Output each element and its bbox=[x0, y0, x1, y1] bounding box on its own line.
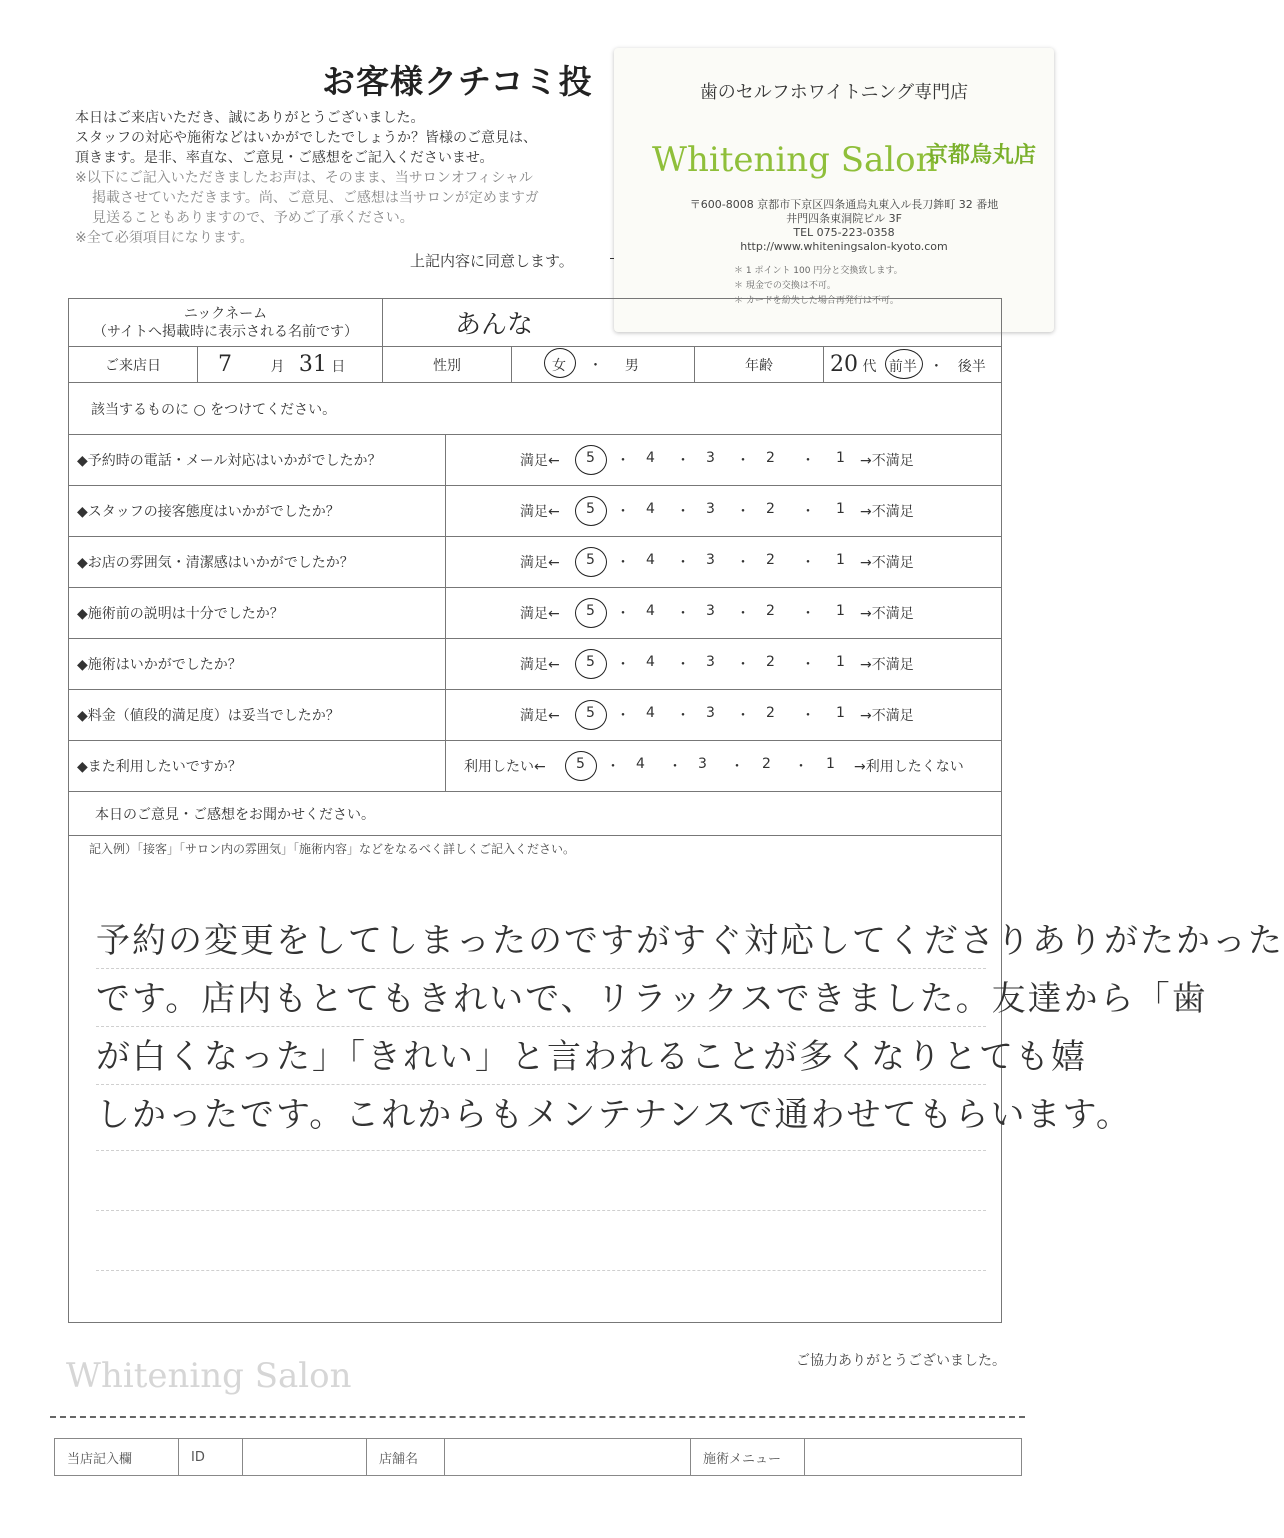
scale-separator: ・ bbox=[668, 759, 682, 775]
rating-option-3[interactable]: 3 bbox=[706, 654, 715, 670]
ruled-line bbox=[96, 1084, 986, 1085]
rating-scale[interactable] bbox=[446, 537, 1002, 588]
scale-separator: ・ bbox=[606, 759, 620, 775]
rating-option-5[interactable]: 5 bbox=[586, 552, 595, 568]
age-value: 20 bbox=[830, 352, 858, 377]
card-url: http://www.whiteningsalon-kyoto.com bbox=[740, 240, 948, 253]
question-row bbox=[69, 588, 1002, 639]
rating-option-3[interactable]: 3 bbox=[706, 705, 715, 721]
scale-separator: ・ bbox=[616, 606, 630, 622]
selected-circle bbox=[575, 649, 607, 679]
selected-circle bbox=[575, 700, 607, 730]
ruled-line bbox=[96, 968, 986, 969]
scale-separator: ・ bbox=[736, 504, 750, 520]
ruled-line bbox=[96, 1150, 986, 1151]
card-address-2: 井門四条東洞院ビル 3F bbox=[786, 212, 902, 225]
question-label: ◆予約時の電話・メール対応はいかがでしたか？ bbox=[69, 435, 446, 486]
instruction: 該当するものに ○ をつけてください。 bbox=[69, 383, 1002, 435]
rating-option-3[interactable]: 3 bbox=[706, 552, 715, 568]
rating-scale[interactable] bbox=[446, 486, 1002, 537]
question-label: ◆お店の雰囲気・清潔感はいかがでしたか？ bbox=[69, 537, 446, 588]
scale-right-label: →不満足 bbox=[860, 657, 914, 673]
rating-option-4[interactable]: 4 bbox=[636, 756, 645, 772]
question-label: ◆また利用したいですか？ bbox=[69, 741, 446, 792]
age-label: 年齢 bbox=[695, 347, 824, 383]
note-line-2: 掲載させていただきます。尚、ご意見、ご感想は当サロンが定めますガ bbox=[92, 190, 539, 206]
rating-option-2[interactable]: 2 bbox=[766, 450, 775, 466]
comment-header: 本日のご意見・ご感想をお聞かせください。 bbox=[69, 792, 1002, 836]
id-label: ID bbox=[179, 1439, 243, 1476]
nickname-sublabel: （サイトへ掲載時に表示される名前です） bbox=[92, 323, 359, 340]
nickname-label: ニックネーム bbox=[183, 305, 268, 322]
rating-option-4[interactable]: 4 bbox=[646, 603, 655, 619]
staff-label: 当店記入欄 bbox=[55, 1439, 179, 1476]
form-title: お客様クチコミ投 bbox=[322, 62, 593, 101]
menu-field[interactable] bbox=[805, 1439, 1022, 1476]
intro-line-1: 本日はご来店いただき、誠にありがとうございました。 bbox=[75, 110, 425, 126]
visit-date-field[interactable] bbox=[198, 347, 383, 383]
rating-scale[interactable] bbox=[446, 639, 1002, 690]
nickname-label-cell bbox=[69, 299, 383, 347]
scale-separator: ・ bbox=[736, 555, 750, 571]
comment-example: 記入例）「接客」「サロン内の雰囲気」「施術内容」などをなるべく詳しくご記入ください。 bbox=[89, 842, 576, 856]
selected-circle bbox=[575, 547, 607, 577]
scale-left-label: 満足← bbox=[520, 606, 560, 622]
gender-label: 性別 bbox=[383, 347, 512, 383]
note-line-3: 見送ることもありますので、予めご了承ください。 bbox=[92, 210, 414, 226]
staff-table bbox=[54, 1438, 1022, 1476]
comment-line-1: 予約の変更をしてしまったのですがすぐ対応してくださりありがたかった bbox=[96, 921, 1284, 961]
question-label: ◆料金（値段的満足度）は妥当でしたか？ bbox=[69, 690, 446, 741]
gender-male[interactable]: 男 bbox=[624, 357, 639, 374]
rating-option-5[interactable]: 5 bbox=[586, 501, 595, 517]
scale-left-label: 利用したい← bbox=[464, 759, 546, 775]
gender-field[interactable] bbox=[512, 347, 695, 383]
point-card bbox=[614, 48, 1054, 332]
scale-right-label: →不満足 bbox=[860, 606, 914, 622]
comment-line-3: が白くなった」「きれい」と言われることが多くなりとても嬉 bbox=[96, 1037, 1087, 1077]
cut-line bbox=[50, 1416, 1025, 1418]
menu-label: 施術メニュー bbox=[691, 1439, 805, 1476]
scale-separator: ・ bbox=[616, 504, 630, 520]
rating-option-1[interactable]: 1 bbox=[836, 450, 845, 466]
scale-separator: ・ bbox=[676, 606, 690, 622]
ruled-line bbox=[96, 1270, 986, 1271]
gender-female-label: 女 bbox=[552, 357, 566, 374]
scale-left-label: 満足← bbox=[520, 504, 560, 520]
rating-scale[interactable] bbox=[446, 690, 1002, 741]
scale-separator: ・ bbox=[736, 453, 750, 469]
scale-separator: ・ bbox=[801, 708, 815, 724]
rating-option-2[interactable]: 2 bbox=[766, 552, 775, 568]
rating-option-3[interactable]: 3 bbox=[706, 501, 715, 517]
scale-right-label: →不満足 bbox=[860, 453, 914, 469]
scale-separator: ・ bbox=[801, 555, 815, 571]
scale-left-label: 満足← bbox=[520, 657, 560, 673]
question-row bbox=[69, 435, 1002, 486]
question-row bbox=[69, 690, 1002, 741]
scale-separator: ・ bbox=[801, 453, 815, 469]
selected-circle bbox=[885, 349, 923, 379]
question-row bbox=[69, 741, 1002, 792]
scale-right-label: →利用したくない bbox=[854, 759, 964, 775]
age-early-label: 前半 bbox=[888, 359, 917, 375]
selected-circle bbox=[544, 348, 576, 378]
store-label: 店舗名 bbox=[367, 1439, 445, 1476]
age-late[interactable]: 後半 bbox=[957, 359, 986, 375]
scale-separator: ・ bbox=[801, 657, 815, 673]
scale-separator: ・ bbox=[736, 606, 750, 622]
age-separator: ・ bbox=[929, 359, 944, 375]
rating-option-4[interactable]: 4 bbox=[646, 450, 655, 466]
rating-option-5[interactable]: 5 bbox=[586, 654, 595, 670]
note-line-1: ※以下にご記入いただきましたお声は、そのまま、当サロンオフィシャル bbox=[75, 170, 533, 186]
card-note-1: ＊ 1 ポイント 100 円分と交換致します。 bbox=[734, 266, 903, 276]
card-logo: Whitening Salon bbox=[652, 140, 938, 180]
visit-label: ご来店日 bbox=[69, 347, 198, 383]
question-label: ◆施術はいかがでしたか？ bbox=[69, 639, 446, 690]
age-unit: 代 bbox=[862, 359, 877, 375]
card-address-1: 〒600-8008 京都市下京区四条通烏丸東入ル長刀鉾町 32 番地 bbox=[689, 198, 999, 211]
day-unit: 日 bbox=[331, 359, 346, 375]
scale-separator: ・ bbox=[736, 708, 750, 724]
scale-separator: ・ bbox=[616, 708, 630, 724]
rating-option-2[interactable]: 2 bbox=[766, 705, 775, 721]
scale-left-label: 満足← bbox=[520, 453, 560, 469]
question-row bbox=[69, 537, 1002, 588]
card-tagline: 歯のセルフホワイトニング専門店 bbox=[699, 82, 969, 103]
rating-option-5[interactable]: 5 bbox=[576, 756, 585, 772]
scale-right-label: →不満足 bbox=[860, 708, 914, 724]
question-row bbox=[69, 486, 1002, 537]
rating-option-5[interactable]: 5 bbox=[586, 450, 595, 466]
card-phone: TEL 075-223-0358 bbox=[793, 226, 895, 239]
scale-separator: ・ bbox=[676, 708, 690, 724]
rating-scale[interactable] bbox=[446, 741, 1002, 792]
rating-option-2[interactable]: 2 bbox=[762, 756, 771, 772]
agree-text: 上記内容に同意します。 bbox=[410, 252, 574, 270]
ruled-line bbox=[96, 1026, 986, 1027]
rating-option-2[interactable]: 2 bbox=[766, 654, 775, 670]
age-field[interactable] bbox=[824, 347, 1002, 383]
rating-scale[interactable] bbox=[446, 588, 1002, 639]
comment-line-2: です。店内もとてもきれいで、リラックスできました。友達から「歯 bbox=[96, 979, 1208, 1019]
intro-line-3: 頂きます。是非、率直な、ご意見・ご感想をご記入くださいませ。 bbox=[75, 150, 494, 166]
scale-separator: ・ bbox=[801, 606, 815, 622]
scale-separator: ・ bbox=[676, 504, 690, 520]
visit-month: 7 bbox=[218, 352, 232, 377]
rating-option-5[interactable]: 5 bbox=[586, 603, 595, 619]
note-line-4: ※全て必須項目になります。 bbox=[75, 230, 254, 246]
footer-logo: Whitening Salon bbox=[66, 1356, 352, 1396]
selected-circle bbox=[575, 445, 607, 475]
rating-option-4[interactable]: 4 bbox=[646, 501, 655, 517]
scale-separator: ・ bbox=[801, 504, 815, 520]
nickname-field[interactable] bbox=[383, 299, 1002, 347]
rating-option-1[interactable]: 1 bbox=[836, 654, 845, 670]
rating-option-4[interactable]: 4 bbox=[646, 705, 655, 721]
rating-option-3[interactable]: 3 bbox=[698, 756, 707, 772]
intro-line-2: スタッフの対応や施術などはいかがでしたでしょうか？皆様のご意見は、 bbox=[75, 130, 537, 146]
id-field[interactable] bbox=[243, 1439, 367, 1476]
survey-table bbox=[68, 382, 1002, 1323]
gender-separator: ・ bbox=[588, 357, 603, 374]
question-row bbox=[69, 639, 1002, 690]
visit-day: 31 bbox=[298, 352, 327, 377]
month-unit: 月 bbox=[270, 359, 285, 375]
scale-separator: ・ bbox=[616, 453, 630, 469]
selected-circle bbox=[575, 496, 607, 526]
rating-option-4[interactable]: 4 bbox=[646, 654, 655, 670]
scale-separator: ・ bbox=[616, 555, 630, 571]
rating-option-2[interactable]: 2 bbox=[766, 501, 775, 517]
rating-option-1[interactable]: 1 bbox=[836, 552, 845, 568]
thanks-text: ご協力ありがとうございました。 bbox=[796, 1353, 1006, 1369]
card-note-3: ＊ カードを紛失した場合再発行は不可。 bbox=[734, 296, 899, 306]
gender-female[interactable] bbox=[552, 355, 566, 375]
scale-right-label: →不満足 bbox=[860, 555, 914, 571]
scale-separator: ・ bbox=[730, 759, 744, 775]
scale-separator: ・ bbox=[736, 657, 750, 673]
card-note-2: ＊ 現金での交換は不可。 bbox=[734, 281, 836, 291]
comment-line-4: しかったです。これからもメンテナンスで通わせてもらいます。 bbox=[96, 1095, 1132, 1135]
selected-circle bbox=[575, 598, 607, 628]
question-label: ◆スタッフの接客態度はいかがでしたか？ bbox=[69, 486, 446, 537]
scale-left-label: 満足← bbox=[520, 555, 560, 571]
scale-separator: ・ bbox=[616, 657, 630, 673]
rating-option-1[interactable]: 1 bbox=[836, 501, 845, 517]
card-store-name: 京都烏丸店 bbox=[926, 143, 1037, 168]
selected-circle bbox=[565, 751, 597, 781]
rating-option-3[interactable]: 3 bbox=[706, 450, 715, 466]
rating-option-3[interactable]: 3 bbox=[706, 603, 715, 619]
rating-option-1[interactable]: 1 bbox=[836, 603, 845, 619]
question-label: ◆施術前の説明は十分でしたか？ bbox=[69, 588, 446, 639]
nickname-value: あんな bbox=[455, 310, 534, 340]
profile-table bbox=[68, 298, 1002, 383]
rating-option-1[interactable]: 1 bbox=[826, 756, 835, 772]
scale-separator: ・ bbox=[676, 453, 690, 469]
rating-option-2[interactable]: 2 bbox=[766, 603, 775, 619]
scale-right-label: →不満足 bbox=[860, 504, 914, 520]
scale-separator: ・ bbox=[794, 759, 808, 775]
rating-scale[interactable] bbox=[446, 435, 1002, 486]
scale-separator: ・ bbox=[676, 657, 690, 673]
rating-option-5[interactable]: 5 bbox=[586, 705, 595, 721]
store-field[interactable] bbox=[445, 1439, 691, 1476]
age-early[interactable] bbox=[889, 356, 917, 376]
scale-separator: ・ bbox=[676, 555, 690, 571]
scale-left-label: 満足← bbox=[520, 708, 560, 724]
rating-option-4[interactable]: 4 bbox=[646, 552, 655, 568]
rating-option-1[interactable]: 1 bbox=[836, 705, 845, 721]
ruled-line bbox=[96, 1210, 986, 1211]
